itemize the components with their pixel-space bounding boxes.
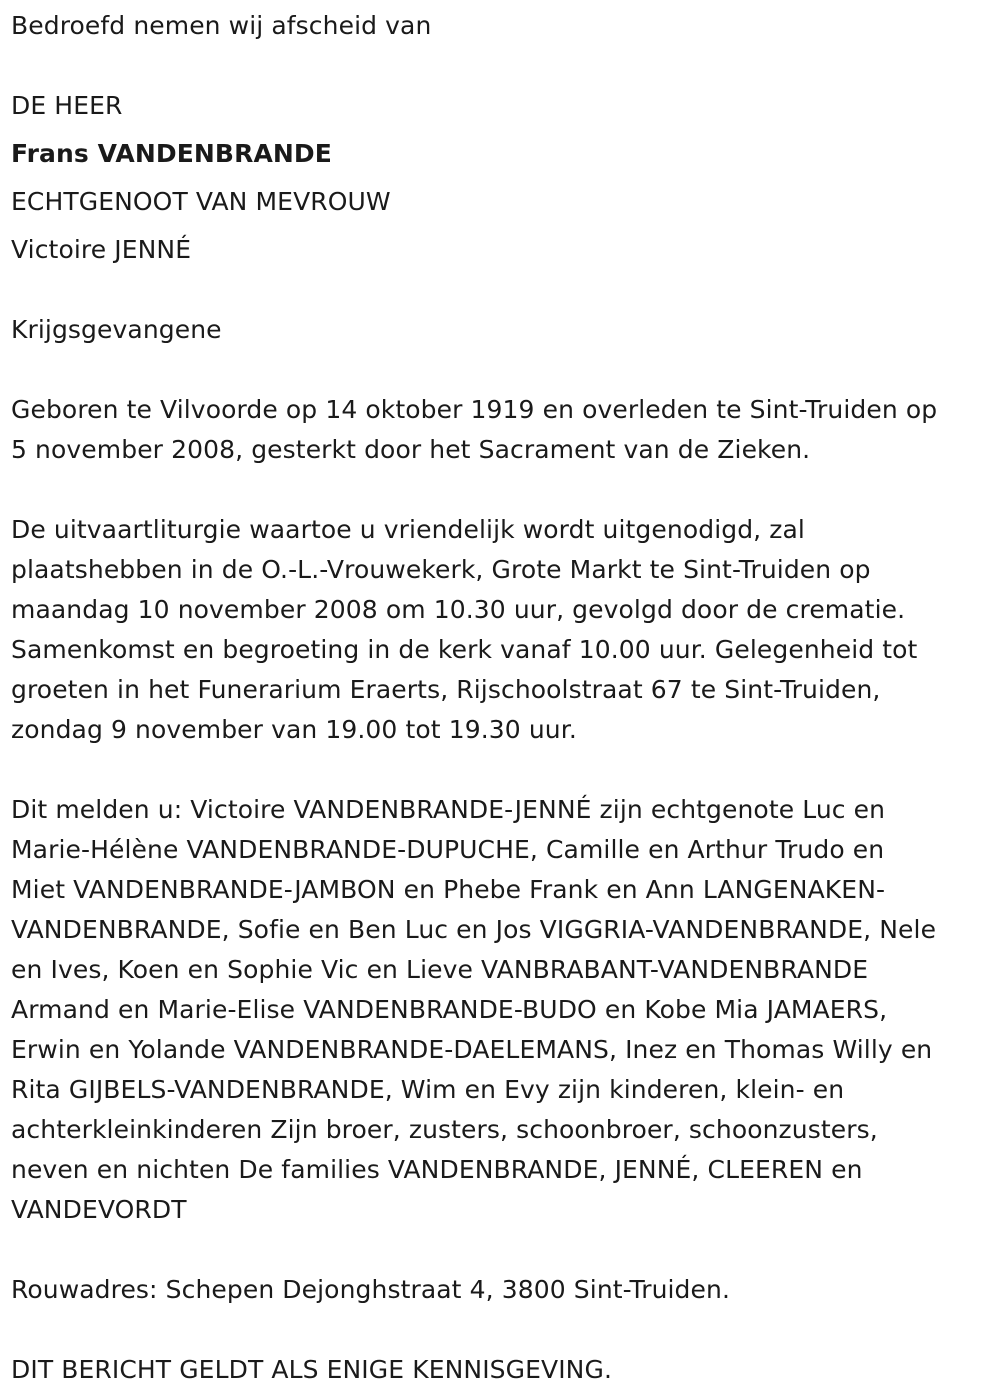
family-line: Erwin en Yolande VANDENBRANDE-DAELEMANS, Inez en Thomas Willy en [11,1035,933,1064]
title-line: DE HEER [11,91,123,120]
intro-line: Bedroefd nemen wij afscheid van [11,11,432,40]
deceased-name: Frans VANDENBRANDE [11,139,332,168]
funeral-line: maandag 10 november 2008 om 10.30 uur, gevolgd door de crematie. [11,595,906,624]
spouse-label: ECHTGENOOT VAN MEVROUW [11,187,391,216]
family-line: en Ives, Koen en Sophie Vic en Lieve VANBRABANT-VANDENBRANDE [11,955,869,984]
funeral-line: plaatshebben in de O.-L.-Vrouwekerk, Grote Markt te Sint-Truiden op [11,555,871,584]
funeral-line: De uitvaartliturgie waartoe u vriendelijk wordt uitgenodigd, zal [11,515,805,544]
family-line: Marie-Hélène VANDENBRANDE-DUPUCHE, Camille en Arthur Trudo en [11,835,885,864]
birth-death-line: 5 november 2008, gesterkt door het Sacrament van de Zieken. [11,435,811,464]
family-line: neven en nichten De families VANDENBRANDE, JENNÉ, CLEEREN en [11,1155,863,1184]
family-line: VANDEVORDT [11,1195,187,1224]
spouse-name: Victoire JENNÉ [11,235,192,264]
birth-death-line: Geboren te Vilvoorde op 14 oktober 1919 en overleden te Sint-Truiden op [11,395,938,424]
funeral-line: Samenkomst en begroeting in de kerk vanaf 10.00 uur. Gelegenheid tot [11,635,918,664]
closing-line: DIT BERICHT GELDT ALS ENIGE KENNISGEVING. [11,1355,612,1384]
family-line: Miet VANDENBRANDE-JAMBON en Phebe Frank en Ann LANGENAKEN- [11,875,886,904]
family-line: achterkleinkinderen Zijn broer, zusters, schoonbroer, schoonzusters, [11,1115,878,1144]
note-line: Krijgsgevangene [11,315,222,344]
family-line: Armand en Marie-Elise VANDENBRANDE-BUDO en Kobe Mia JAMAERS, [11,995,888,1024]
address-line: Rouwadres: Schepen Dejonghstraat 4, 3800 Sint-Truiden. [11,1275,730,1304]
funeral-line: groeten in het Funerarium Eraerts, Rijschoolstraat 67 te Sint-Truiden, [11,675,881,704]
family-line: Rita GIJBELS-VANDENBRANDE, Wim en Evy zijn kinderen, klein- en [11,1075,845,1104]
funeral-line: zondag 9 november van 19.00 tot 19.30 uur. [11,715,577,744]
family-line: VANDENBRANDE, Sofie en Ben Luc en Jos VIGGRIA-VANDENBRANDE, Nele [11,915,937,944]
family-line: Dit melden u: Victoire VANDENBRANDE-JENNÉ zijn echtgenote Luc en [11,795,886,824]
